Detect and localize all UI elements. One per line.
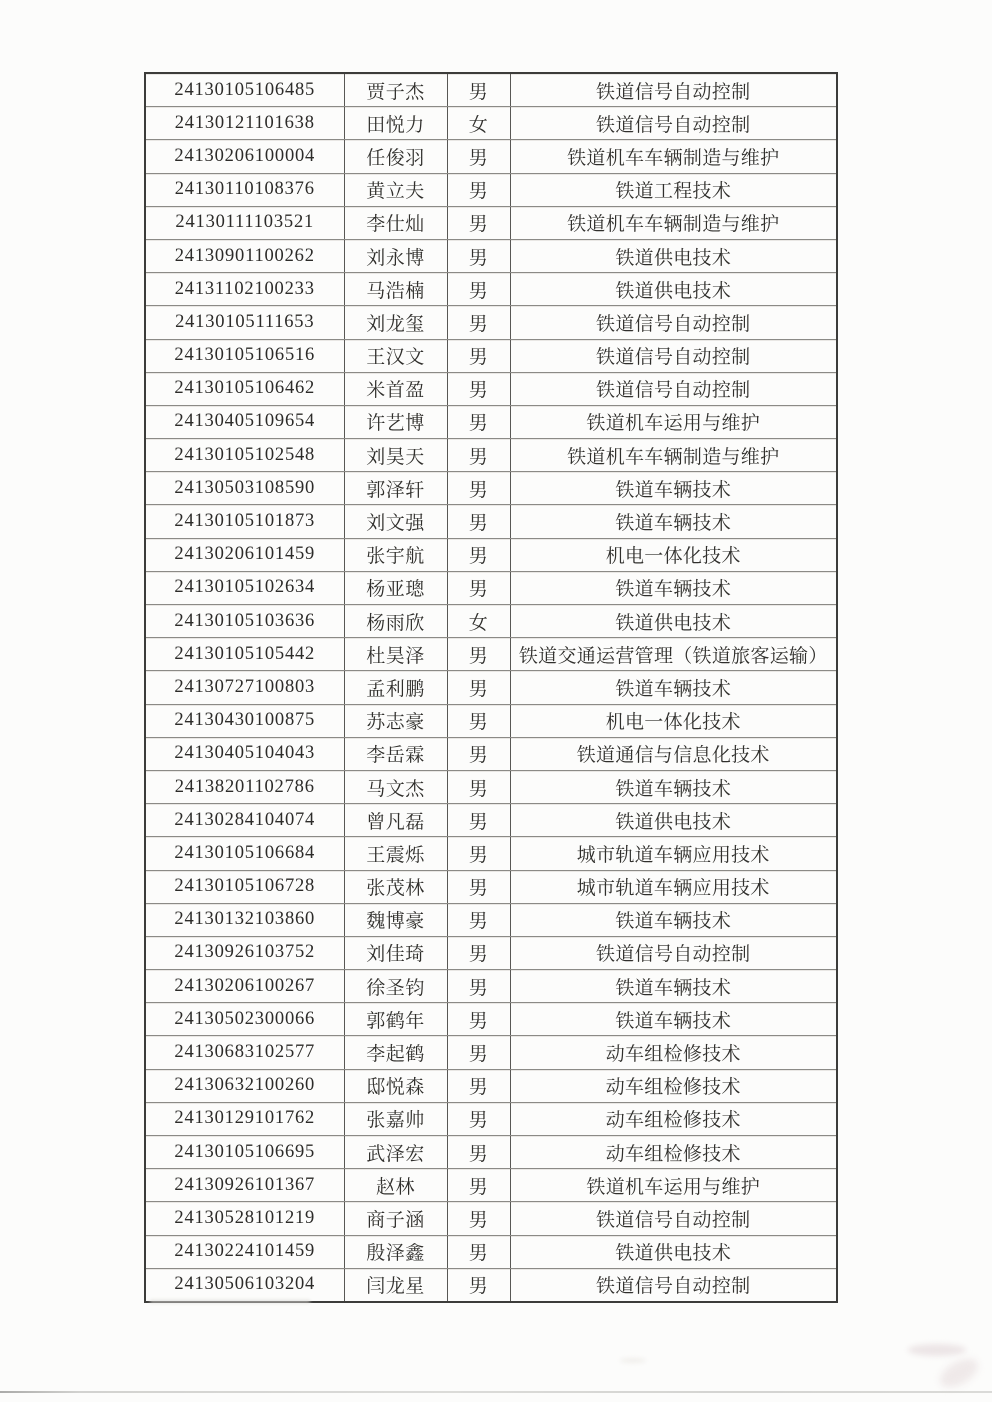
cell-name: 米首盈: [344, 372, 447, 405]
cell-major: 铁道信号自动控制: [510, 107, 837, 140]
cell-major: 城市轨道车辆应用技术: [510, 870, 837, 903]
cell-gender: 男: [447, 372, 510, 405]
cell-name: 杜昊泽: [344, 638, 447, 671]
table-row: [145, 1136, 837, 1169]
cell-name: 张宇航: [344, 538, 447, 571]
cell-gender: 男: [447, 1136, 510, 1169]
cell-major: 铁道车辆技术: [510, 903, 837, 936]
cell-gender: 男: [447, 970, 510, 1003]
cell-major: 铁道信号自动控制: [510, 936, 837, 969]
cell-candidate-number: 24130105106485: [145, 73, 344, 107]
cell-candidate-number: 24130105106516: [145, 339, 344, 372]
cell-name: 张茂林: [344, 870, 447, 903]
cell-name: 魏博豪: [344, 903, 447, 936]
table-row: [145, 837, 837, 870]
cell-candidate-number: 24130105102548: [145, 439, 344, 472]
cell-major: 铁道信号自动控制: [510, 1202, 837, 1235]
cell-candidate-number: 24130727100803: [145, 671, 344, 704]
table-row: [145, 804, 837, 837]
cell-gender: 男: [447, 173, 510, 206]
cell-candidate-number: 24130926101367: [145, 1169, 344, 1202]
cell-name: 张嘉帅: [344, 1102, 447, 1135]
table-row: [145, 140, 837, 173]
cell-name: 孟利鹏: [344, 671, 447, 704]
cell-major: 铁道车辆技术: [510, 1003, 837, 1036]
cell-candidate-number: 24130901100262: [145, 239, 344, 272]
table-row: [145, 73, 837, 107]
cell-gender: 男: [447, 538, 510, 571]
table-row: [145, 1003, 837, 1036]
cell-gender: 男: [447, 1235, 510, 1268]
cell-candidate-number: 24130110108376: [145, 173, 344, 206]
cell-candidate-number: 24130405109654: [145, 405, 344, 438]
cell-candidate-number: 24130121101638: [145, 107, 344, 140]
cell-major: 动车组检修技术: [510, 1136, 837, 1169]
cell-gender: 男: [447, 439, 510, 472]
table-row: [145, 770, 837, 803]
cell-name: 王震烁: [344, 837, 447, 870]
cell-candidate-number: 24130111103521: [145, 206, 344, 239]
cell-name: 刘文强: [344, 505, 447, 538]
cell-gender: 男: [447, 1268, 510, 1302]
table-row: [145, 306, 837, 339]
table-row: [145, 538, 837, 571]
cell-candidate-number: 24130503108590: [145, 472, 344, 505]
cell-name: 田悦力: [344, 107, 447, 140]
cell-candidate-number: 24130430100875: [145, 704, 344, 737]
table-row: [145, 870, 837, 903]
cell-name: 邸悦森: [344, 1069, 447, 1102]
table-row: [145, 1169, 837, 1202]
cell-candidate-number: 24130206101459: [145, 538, 344, 571]
cell-gender: 男: [447, 903, 510, 936]
cell-major: 铁道机车运用与维护: [510, 405, 837, 438]
cell-gender: 男: [447, 671, 510, 704]
cell-gender: 男: [447, 1202, 510, 1235]
cell-gender: 男: [447, 638, 510, 671]
cell-candidate-number: 24130105106462: [145, 372, 344, 405]
cell-gender: 男: [447, 704, 510, 737]
cell-name: 马文杰: [344, 770, 447, 803]
scan-smudge: [620, 1358, 646, 1363]
table-row: [145, 936, 837, 969]
table-row: [145, 239, 837, 272]
cell-gender: 男: [447, 339, 510, 372]
cell-name: 赵林: [344, 1169, 447, 1202]
cell-major: 铁道机车车辆制造与维护: [510, 140, 837, 173]
cell-name: 李起鹤: [344, 1036, 447, 1069]
cell-name: 任俊羽: [344, 140, 447, 173]
table-row: [145, 605, 837, 638]
cell-major: 铁道车辆技术: [510, 671, 837, 704]
cell-candidate-number: 24130528101219: [145, 1202, 344, 1235]
cell-candidate-number: 24130105106695: [145, 1136, 344, 1169]
cell-name: 李岳霖: [344, 737, 447, 770]
table-row: [145, 1102, 837, 1135]
table-row: [145, 273, 837, 306]
cell-name: 武泽宏: [344, 1136, 447, 1169]
cell-candidate-number: 24130284104074: [145, 804, 344, 837]
cell-gender: 男: [447, 1102, 510, 1135]
cell-candidate-number: 24130105101873: [145, 505, 344, 538]
cell-gender: 男: [447, 770, 510, 803]
cell-candidate-number: 24130632100260: [145, 1069, 344, 1102]
table-row: [145, 1268, 837, 1302]
cell-candidate-number: 24130105106684: [145, 837, 344, 870]
cell-major: 铁道供电技术: [510, 273, 837, 306]
cell-major: 铁道车辆技术: [510, 472, 837, 505]
cell-name: 杨亚璁: [344, 571, 447, 604]
cell-name: 刘昊天: [344, 439, 447, 472]
table-row: [145, 638, 837, 671]
cell-gender: 男: [447, 837, 510, 870]
table-row: [145, 173, 837, 206]
cell-name: 李仕灿: [344, 206, 447, 239]
table-row: [145, 671, 837, 704]
cell-major: 机电一体化技术: [510, 538, 837, 571]
table-row: [145, 339, 837, 372]
cell-candidate-number: 24130506103204: [145, 1268, 344, 1302]
cell-major: 铁道机车车辆制造与维护: [510, 439, 837, 472]
cell-major: 铁道机车车辆制造与维护: [510, 206, 837, 239]
cell-name: 刘龙玺: [344, 306, 447, 339]
cell-major: 铁道信号自动控制: [510, 339, 837, 372]
table-row: [145, 405, 837, 438]
cell-major: 铁道信号自动控制: [510, 1268, 837, 1302]
cell-candidate-number: 24130105111653: [145, 306, 344, 339]
cell-gender: 男: [447, 505, 510, 538]
table-row: [145, 107, 837, 140]
table-row: [145, 737, 837, 770]
cell-gender: 男: [447, 405, 510, 438]
cell-name: 郭泽轩: [344, 472, 447, 505]
cell-gender: 男: [447, 1036, 510, 1069]
cell-candidate-number: 24130129101762: [145, 1102, 344, 1135]
table-row: [145, 1202, 837, 1235]
cell-major: 铁道信号自动控制: [510, 73, 837, 107]
cell-candidate-number: 24130683102577: [145, 1036, 344, 1069]
cell-candidate-number: 24130105105442: [145, 638, 344, 671]
cell-gender: 男: [447, 472, 510, 505]
cell-name: 贾子杰: [344, 73, 447, 107]
cell-gender: 男: [447, 273, 510, 306]
table-row: [145, 1235, 837, 1268]
cell-gender: 男: [447, 1003, 510, 1036]
table-row: [145, 472, 837, 505]
cell-candidate-number: 24130132103860: [145, 903, 344, 936]
cell-gender: 男: [447, 239, 510, 272]
cell-major: 铁道车辆技术: [510, 770, 837, 803]
cell-candidate-number: 24130405104043: [145, 737, 344, 770]
admission-table: [144, 72, 838, 1303]
cell-major: 铁道信号自动控制: [510, 306, 837, 339]
cell-name: 刘佳琦: [344, 936, 447, 969]
cell-name: 徐圣钧: [344, 970, 447, 1003]
cell-candidate-number: 24130206100004: [145, 140, 344, 173]
cell-major: 铁道供电技术: [510, 804, 837, 837]
cell-candidate-number: 24130926103752: [145, 936, 344, 969]
cell-candidate-number: 24130105103636: [145, 605, 344, 638]
cell-candidate-number: 24130224101459: [145, 1235, 344, 1268]
cell-gender: 男: [447, 936, 510, 969]
cell-gender: 男: [447, 306, 510, 339]
table-row: [145, 439, 837, 472]
cell-major: 动车组检修技术: [510, 1102, 837, 1135]
cell-gender: 男: [447, 140, 510, 173]
cell-gender: 男: [447, 804, 510, 837]
table-row: [145, 903, 837, 936]
cell-major: 铁道通信与信息化技术: [510, 737, 837, 770]
admission-table-body: [145, 73, 837, 1302]
cell-name: 曾凡磊: [344, 804, 447, 837]
cell-name: 商子涵: [344, 1202, 447, 1235]
cell-name: 苏志豪: [344, 704, 447, 737]
table-row: [145, 704, 837, 737]
cell-major: 铁道车辆技术: [510, 970, 837, 1003]
cell-major: 铁道供电技术: [510, 605, 837, 638]
cell-gender: 男: [447, 870, 510, 903]
cell-name: 黄立夫: [344, 173, 447, 206]
cell-name: 马浩楠: [344, 273, 447, 306]
cell-major: 动车组检修技术: [510, 1069, 837, 1102]
cell-major: 铁道交通运营管理（铁道旅客运输）: [510, 638, 837, 671]
cell-gender: 男: [447, 1069, 510, 1102]
cell-major: 机电一体化技术: [510, 704, 837, 737]
cell-name: 王汉文: [344, 339, 447, 372]
cell-gender: 男: [447, 737, 510, 770]
table-row: [145, 1036, 837, 1069]
cell-name: 闫龙星: [344, 1268, 447, 1302]
cell-gender: 男: [447, 1169, 510, 1202]
cell-major: 动车组检修技术: [510, 1036, 837, 1069]
scan-smudge: [935, 1353, 982, 1393]
cell-candidate-number: 24138201102786: [145, 770, 344, 803]
cell-major: 铁道信号自动控制: [510, 372, 837, 405]
cell-candidate-number: 24131102100233: [145, 273, 344, 306]
cell-major: 铁道车辆技术: [510, 571, 837, 604]
table-row: [145, 970, 837, 1003]
cell-gender: 男: [447, 206, 510, 239]
cell-major: 铁道工程技术: [510, 173, 837, 206]
table-row: [145, 372, 837, 405]
cell-major: 铁道供电技术: [510, 1235, 837, 1268]
cell-major: 铁道机车运用与维护: [510, 1169, 837, 1202]
cell-name: 许艺博: [344, 405, 447, 438]
table-row: [145, 571, 837, 604]
cell-name: 殷泽鑫: [344, 1235, 447, 1268]
cell-major: 铁道供电技术: [510, 239, 837, 272]
cell-gender: 男: [447, 73, 510, 107]
cell-candidate-number: 24130502300066: [145, 1003, 344, 1036]
cell-name: 刘永博: [344, 239, 447, 272]
cell-gender: 男: [447, 571, 510, 604]
cell-candidate-number: 24130206100267: [145, 970, 344, 1003]
page-edge-line: [0, 1391, 992, 1393]
scan-smudge: [908, 1344, 966, 1356]
cell-candidate-number: 24130105102634: [145, 571, 344, 604]
table-row: [145, 505, 837, 538]
cell-major: 铁道车辆技术: [510, 505, 837, 538]
cell-name: 郭鹤年: [344, 1003, 447, 1036]
cell-gender: 女: [447, 107, 510, 140]
table-row: [145, 1069, 837, 1102]
table-row: [145, 206, 837, 239]
cell-gender: 女: [447, 605, 510, 638]
cell-name: 杨雨欣: [344, 605, 447, 638]
cell-major: 城市轨道车辆应用技术: [510, 837, 837, 870]
cell-candidate-number: 24130105106728: [145, 870, 344, 903]
